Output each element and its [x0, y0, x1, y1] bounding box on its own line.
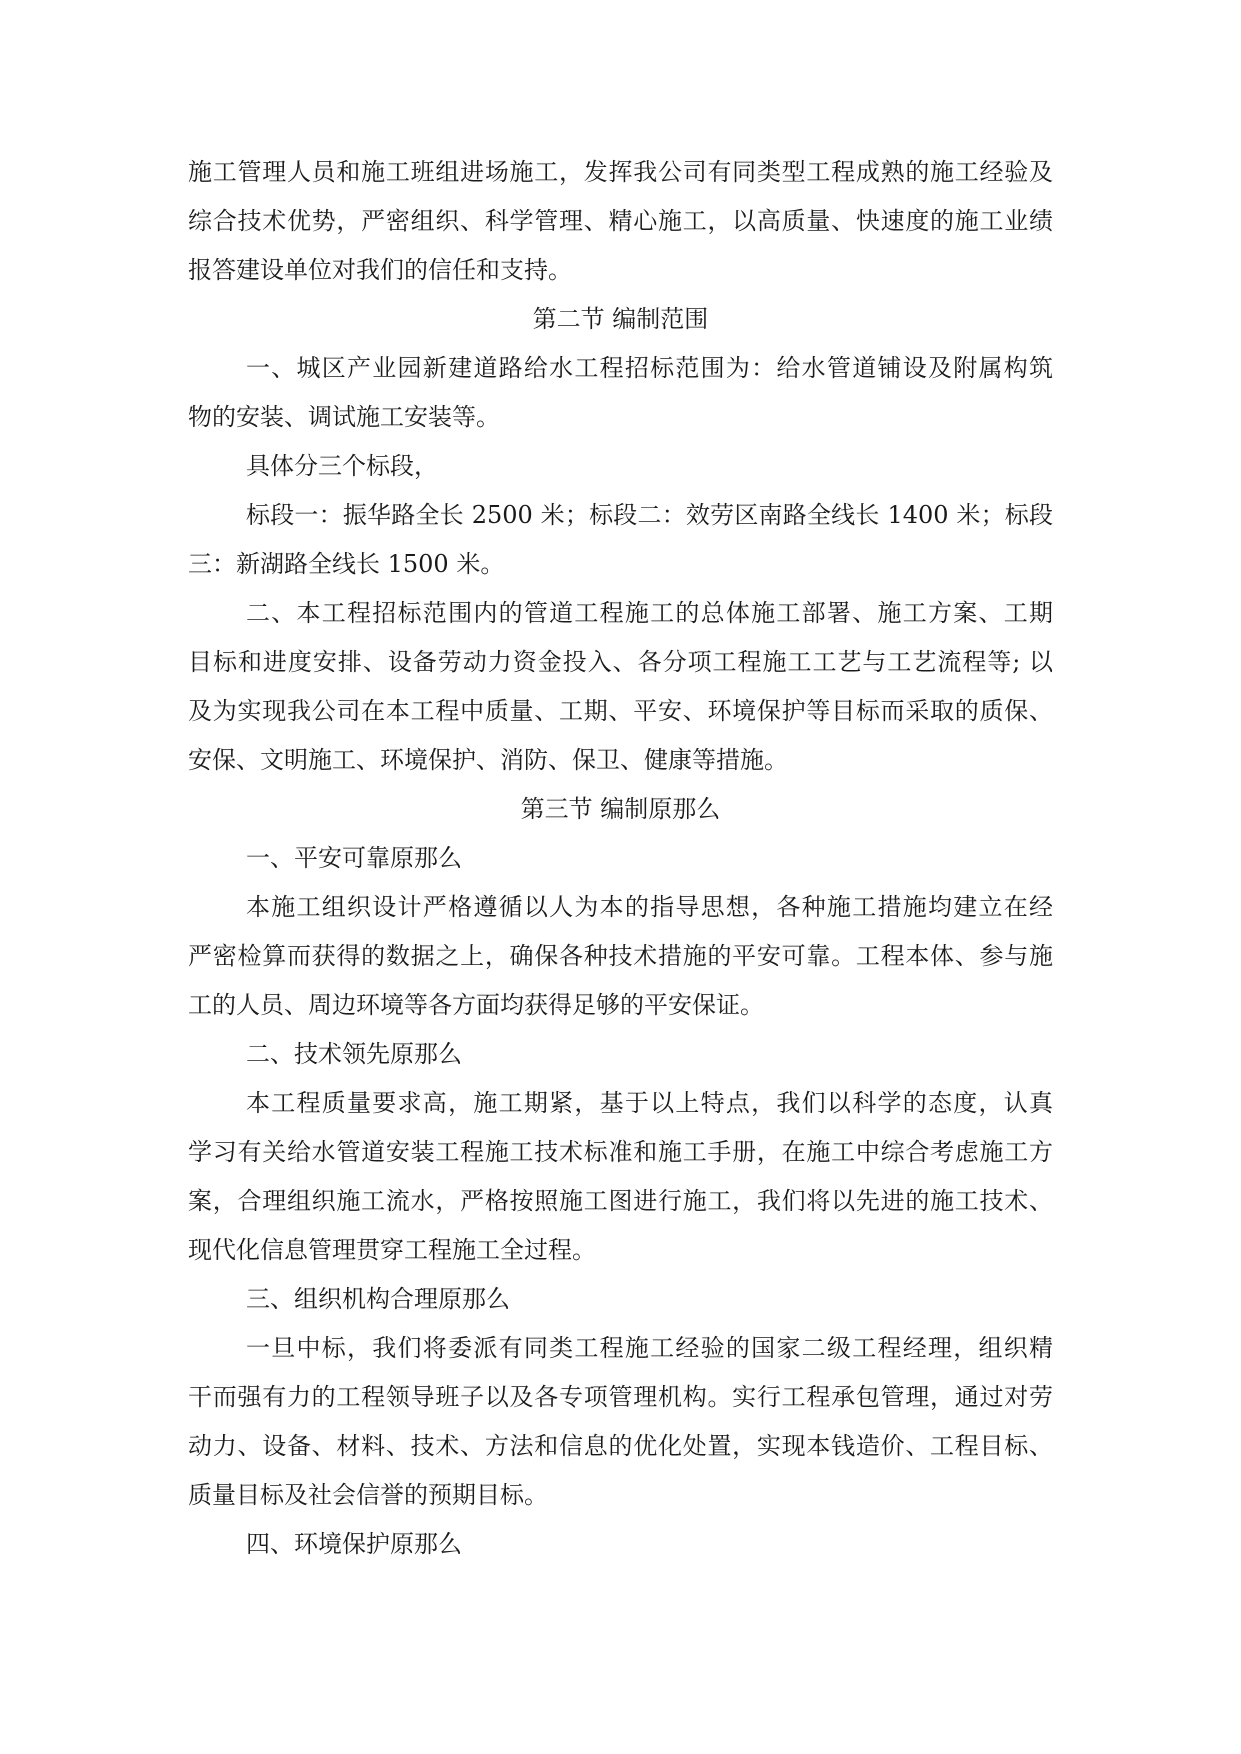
text-line: 三、组织机构合理原那么 — [246, 1285, 510, 1313]
text-line: 二、本工程招标范围内的管道工程施工的总体施工部署、施工方案、工期 — [246, 599, 1053, 627]
text-line: 本施工组织设计严格遵循以人为本的指导思想，各种施工措施均建立在经 — [246, 893, 1053, 921]
text-line: 具体分三个标段， — [246, 452, 438, 480]
section-heading: 第二节 编制范围 — [532, 305, 709, 333]
text-line: 质量目标及社会信誉的预期目标。 — [188, 1481, 548, 1509]
text-line: 一、城区产业园新建道路给水工程招标范围为：给水管道铺设及附属构筑 — [246, 354, 1053, 382]
text-line: 干而强有力的工程领导班子以及各专项管理机构。实行工程承包管理，通过对劳 — [188, 1383, 1053, 1411]
text-line: 及为实现我公司在本工程中质量、工期、平安、环境保护等目标而采取的质保、 — [188, 697, 1053, 725]
section-heading: 第三节 编制原那么 — [520, 795, 721, 823]
text-line: 标段一：振华路全长 2500 米；标段二：效劳区南路全线长 1400 米；标段 — [246, 501, 1053, 529]
text-line: 一、平安可靠原那么 — [246, 844, 462, 872]
text-line: 二、技术领先原那么 — [246, 1040, 462, 1068]
text-line: 施工管理人员和施工班组进场施工，发挥我公司有同类型工程成熟的施工经验及 — [188, 158, 1053, 186]
text-line: 本工程质量要求高，施工期紧，基于以上特点，我们以科学的态度，认真 — [246, 1089, 1053, 1117]
text-line: 综合技术优势，严密组织、科学管理、精心施工，以高质量、快速度的施工业绩 — [188, 207, 1053, 235]
text-line: 一旦中标，我们将委派有同类工程施工经验的国家二级工程经理，组织精 — [246, 1334, 1053, 1362]
text-line: 动力、设备、材料、技术、方法和信息的优化处置，实现本钱造价、工程目标、 — [188, 1432, 1053, 1460]
text-line: 报答建设单位对我们的信任和支持。 — [188, 256, 572, 284]
text-line: 案，合理组织施工流水，严格按照施工图进行施工，我们将以先进的施工技术、 — [188, 1187, 1053, 1215]
text-line: 物的安装、调试施工安装等。 — [188, 403, 500, 431]
text-line: 学习有关给水管道安装工程施工技术标准和施工手册，在施工中综合考虑施工方 — [188, 1138, 1053, 1166]
text-line: 目标和进度安排、设备劳动力资金投入、各分项工程施工工艺与工艺流程等; 以 — [188, 648, 1053, 676]
text-line: 安保、文明施工、环境保护、消防、保卫、健康等措施。 — [188, 746, 788, 774]
text-line: 严密检算而获得的数据之上，确保各种技术措施的平安可靠。工程本体、参与施 — [188, 942, 1053, 970]
text-line: 四、环境保护原那么 — [246, 1530, 462, 1558]
text-line: 现代化信息管理贯穿工程施工全过程。 — [188, 1236, 596, 1264]
text-line: 三：新湖路全线长 1500 米。 — [188, 550, 505, 578]
document-page — [188, 148, 1053, 1569]
text-line: 工的人员、周边环境等各方面均获得足够的平安保证。 — [188, 991, 764, 1019]
